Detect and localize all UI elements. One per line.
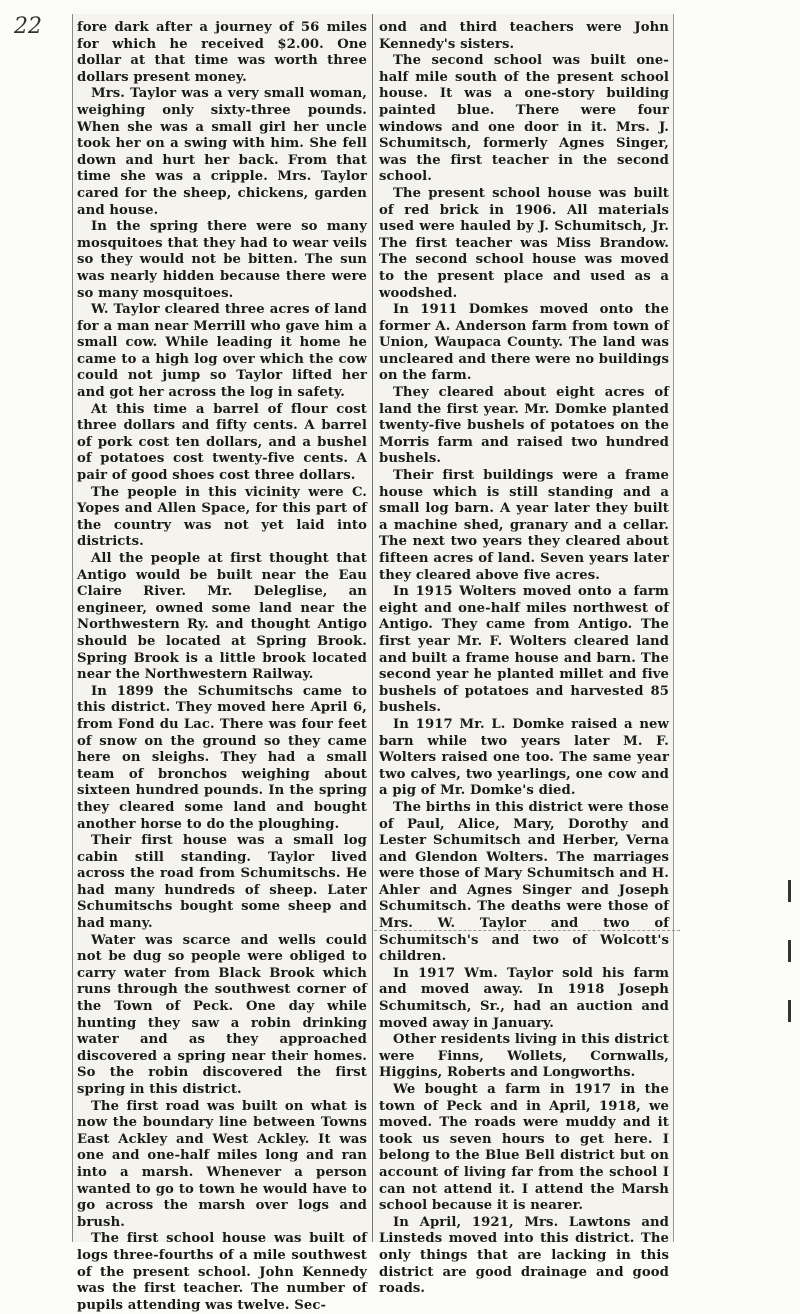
paragraph: In 1899 the Schumitschs came to this district. They moved here April 6, from Fond du Lac. There was four feet of snow on the ground so they came here on sleighs. They had a small team of bronchos weighing about sixteen hundred pounds. In the spring they cleared some land and bought another horse to do the ploughing.	[77, 683, 367, 832]
paragraph: Their first buildings were a frame house which is still standing and a small log barn. A year later they built a machine shed, granary and a cellar. The next two years they cleared about fifteen acres of land. Seven years later they cleared above five acres.	[379, 468, 669, 583]
paragraph: In April, 1921, Mrs. Lawtons and Linsteds moved into this district. The only things that are lacking in this district are good drainage and good roads.	[379, 1214, 669, 1297]
paragraph: We bought a farm in 1917 in the town of Peck and in April, 1918, we moved. The roads were muddy and it took us seven hours to get here. I belong to the Blue Bell district but on account of living far from the school I can not attend it. I attend the Marsh school because it is nearer.	[379, 1082, 669, 1214]
paragraph: Their first house was a small log cabin still standing. Taylor lived across the road from Schumitschs. He had many hundreds of sheep. Later Schumitschs bought some sheep and had many.	[77, 833, 367, 932]
paragraph: The first road was built on what is now the boundary line between Towns East Ackley and West Ackley. It was one and one-half miles long and ran into a marsh. Whenever a person wanted to go to town he would have to go across the marsh over logs and brush.	[77, 1098, 367, 1230]
paragraph: They cleared about eight acres of land the first year. Mr. Domke planted twenty-five bushels of potatoes on the Morris farm and raised two hundred bushels.	[379, 385, 669, 467]
paragraph: In 1915 Wolters moved onto a farm eight and one-half miles northwest of Antigo. They came from Antigo. The first year Mr. F. Wolters cleared land and built a frame house and barn. The second year he planted millet and five bushels of potatoes and harvested 85 bushels.	[379, 584, 669, 716]
paragraph: Water was scarce and wells could not be dug so people were obliged to carry water from Black Brook which runs through the southwest corner of the Town of Peck. One day while hunting they saw a robin drinking water and as they approached discovered a spring near their homes. So the robin discovered the first spring in this district.	[77, 932, 367, 1097]
paragraph: In the spring there were so many mosquitoes that they had to wear veils so they would not be bitten. The sun was nearly hidden because there were so many mosquitoes.	[77, 219, 367, 301]
page-number: 22	[14, 14, 42, 39]
margin-marks	[786, 880, 794, 1040]
clipping-seam	[374, 930, 680, 937]
column-divider	[372, 14, 373, 1242]
margin-mark	[788, 1000, 791, 1022]
paragraph: Other residents living in this district were Finns, Wollets, Cornwalls, Higgins, Roberts and Longworths.	[379, 1032, 669, 1081]
paragraph: At this time a barrel of flour cost three dollars and fifty cents. A barrel of pork cost ten dollars, and a bushel of potatoes cost twenty-five cents. A pair of good shoes cost three dollars.	[77, 401, 367, 484]
paragraph: The present school house was built of red brick in 1906. All materials used were hauled by J. Schumitsch, Jr. The first teacher was Miss Brandow. The second school house was moved to the present place and used as a woodshed.	[379, 185, 669, 301]
paragraph: In 1911 Domkes moved onto the former A. Anderson farm from town of Union, Waupaca County. The land was uncleared and there were no buildings on the farm.	[379, 302, 669, 384]
column-right	[375, 14, 673, 1297]
paragraph: The people in this vicinity were C. Yopes and Allen Space, for this part of the country was not yet laid into districts.	[77, 484, 367, 550]
paragraph: The first school house was built of logs three-fourths of a mile southwest of the present school. John Kennedy was the first teacher. The number of pupils attending was twelve. Sec-	[77, 1231, 367, 1313]
newspaper-clipping	[72, 14, 674, 1313]
paragraph: Mrs. Taylor was a very small woman, weighing only sixty-three pounds. When she was a small girl her uncle took her on a swing with him. She fell down and hurt her back. From that time she was a cripple. Mrs. Taylor cared for the sheep, chickens, garden and house.	[77, 86, 367, 218]
paragraph: In 1917 Wm. Taylor sold his farm and moved away. In 1918 Joseph Schumitsch, Sr., had an auction and moved away in January.	[379, 965, 669, 1031]
paragraph: fore dark after a journey of 56 miles for which he received $2.00. One dollar at that time was worth three dollars present money.	[77, 20, 367, 85]
margin-mark	[788, 880, 791, 902]
column-left	[73, 14, 371, 1313]
paragraph: The births in this district were those of Paul, Alice, Mary, Dorothy and Lester Schumitsch and Herber, Verna and Glendon Wolters. The marriages were those of Mary Schumitsch and H. Ahler and Agnes Singer and Joseph Schumitsch. The deaths were those of Mrs. W. Taylor and two of Schumitsch's and two of Wolcott's children.	[379, 799, 669, 965]
paragraph: In 1917 Mr. L. Domke raised a new barn while two years later M. F. Wolters raised one too. The same year two calves, two yearlings, one cow and a pig of Mr. Domke's died.	[379, 716, 669, 799]
paragraph: The second school was built one-half mile south of the present school house. It was a one-story building painted blue. There were four windows and one door in it. Mrs. J. Schumitsch, formerly Agnes Singer, was the first teacher in the second school.	[379, 53, 669, 185]
paragraph: ond and third teachers were John Kennedy's sisters.	[379, 20, 669, 52]
margin-mark	[788, 940, 791, 962]
paragraph: All the people at first thought that Antigo would be built near the Eau Claire River. Mr. Deleglise, an engineer, owned some land near the Northwestern Ry. and thought Antigo should be located at Spring Brook. Spring Brook is a little brook located near the Northwestern Railway.	[77, 551, 367, 683]
paragraph: W. Taylor cleared three acres of land for a man near Merrill who gave him a small cow. While leading it home he came to a high log over which the cow could not jump so Taylor lifted her and got her across the log in safety.	[77, 302, 367, 401]
